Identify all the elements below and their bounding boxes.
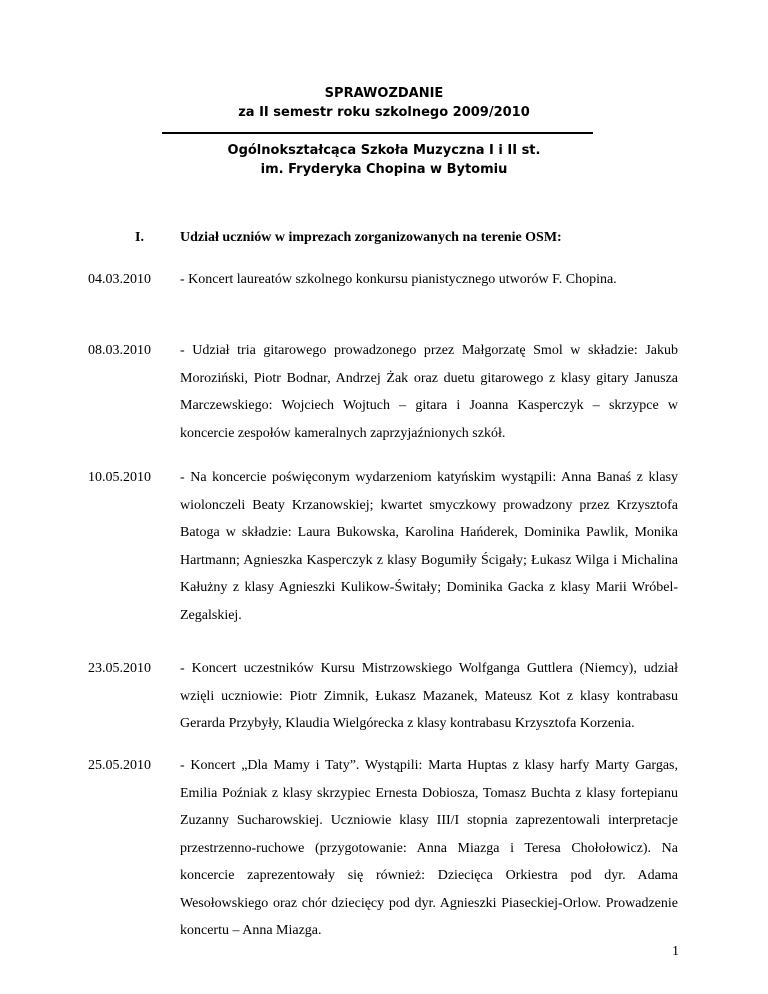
header-divider (162, 132, 593, 134)
entry-text: - Na koncercie poświęconym wydarzeniom katyńskim wystąpili: Anna Banaś z klasy wiolonczeli Beaty Krzanowskiej; kwartet smyczkowy prowadzony przez Krzysztofa Batoga w składzie: Laura Bukowska, Karolina Hańderek, Dominika Pawlik, Monika Hartmann; Agnieszka Kasperczyk z klasy Bogumiły Ścigały; Łukasz Wilga i Michalina Kałużny z klasy Agnieszki Kulikow-Świtały; Dominika Gacka z klasy Marii Wróbel-Zegalskiej. (180, 470, 678, 623)
entry-text: - Udział tria gitarowego prowadzonego przez Małgorzatę Smol w składzie: Jakub Moroziński, Piotr Bodnar, Andrzej Żak oraz duetu gitarowego z klasy gitary Janusza Marczewskiego: Wojciech Wojtuch – gitara i Joanna Kasperczyk – skrzypce w koncercie zespołów kameralnych zaprzyjaźnionych szkół. (180, 343, 678, 441)
document-subtitle: za II semestr roku szkolnego 2009/2010 (238, 105, 530, 120)
page-number: 1 (672, 944, 679, 959)
school-patron: im. Fryderyka Chopina w Bytomiu (260, 162, 508, 177)
document-title: SPRAWOZDANIE (324, 86, 444, 101)
section-title: Udział uczniów w imprezach zorganizowanych na terenie OSM: (180, 230, 562, 245)
entry-text: - Koncert „Dla Mamy i Taty”. Wystąpili: Marta Huptas z klasy harfy Marty Gargas, Emilia Poźniak z klasy skrzypiec Ernesta Dobiosza, Tomasz Buchta z klasy fortepianu Zuzanny Sucharowskiej. Uczniowie klasy III/I stopnia zaprezentowali interpretacje przestrzenno-ruchowe (przygotowanie: Anna Miazga i Teresa Chołołowicz). Na koncercie zaprezentowały się również: Dziecięca Orkiestra pod dyr. Adama Wesołowskiego oraz chór dziecięcy pod dyr. Agnieszki Piaseckiej-Orlow. Prowadzenie koncertu – Anna Miazga. (180, 758, 678, 938)
entry-date: 10.05.2010 (88, 470, 151, 485)
entry-date: 04.03.2010 (88, 272, 151, 287)
school-name: Ogólnokształcąca Szkoła Muzyczna I i II st. (227, 143, 541, 158)
entry-text: - Koncert uczestników Kursu Mistrzowskiego Wolfganga Guttlera (Niemcy), udział wzięli uczniowie: Piotr Zimnik, Łukasz Mazanek, Mateusz Kot z klasy kontrabasu Gerarda Przybyły, Klaudia Wielgórecka z klasy kontrabasu Krzysztofa Korzenia. (180, 661, 678, 731)
entry-date: 08.03.2010 (88, 343, 151, 358)
entry-date: 23.05.2010 (88, 661, 151, 676)
entry-text: - Koncert laureatów szkolnego konkursu pianistycznego utworów F. Chopina. (180, 272, 617, 287)
section-number: I. (135, 230, 144, 245)
entry-date: 25.05.2010 (88, 758, 151, 773)
